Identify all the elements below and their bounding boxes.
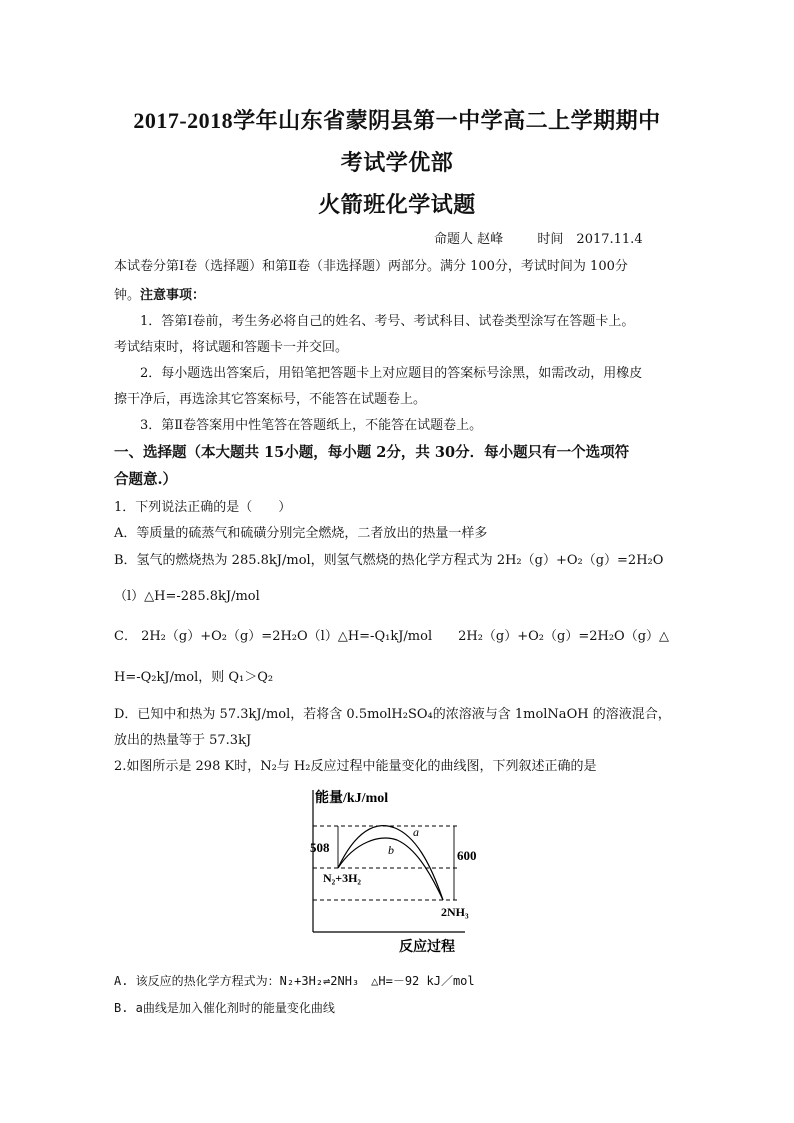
section1-heading-line1: 一、选择题（本大题共 15小题，每小题 2分，共 30分．每小题只有一个选项符 — [114, 444, 630, 461]
left-energy-value: 508 — [310, 840, 330, 855]
note1-line1: 1．答第Ⅰ卷前，考生务必将自己的姓名、考号、考试科目、试卷类型涂写在答题卡上。 — [140, 314, 635, 329]
diagram-ylabel: 能量/kJ/mol — [315, 791, 389, 806]
q2-option-b: B. a曲线是加入催化剂时的能量变化曲线 — [114, 1001, 335, 1015]
note3: 3．第Ⅱ卷答案用中性笔答在答题纸上，不能答在试题卷上。 — [140, 418, 483, 433]
q1-option-d-line2: 放出的热量等于 57.3kJ — [114, 733, 252, 748]
author-line — [434, 228, 643, 247]
q1-option-d-line1: D．已知中和热为 57.3kJ/mol，若将含 0.5molH₂SO₄的浓溶液与含 1molNaOH 的溶液混合， — [114, 707, 671, 722]
curve-a-label: a — [413, 825, 419, 839]
diagram-xlabel: 反应过程 — [399, 940, 455, 955]
intro-line1: 本试卷分第Ⅰ卷（选择题）和第Ⅱ卷（非选择题）两部分。满分 100分，考试时间为 100分 — [114, 259, 628, 274]
note2-line1: 2．每小题选出答案后，用铅笔把答题卡上对应题目的答案标号涂黑，如需改动，用橡皮 — [140, 366, 643, 381]
exam-title-line1: 2017-2018学年山东省蒙阴县第一中学高二上学期期中 — [133, 108, 661, 133]
exam-time: 时间 2017.11.4 — [537, 232, 643, 247]
intro-line2 — [114, 284, 205, 303]
note2-line2: 擦干净后，再选涂其它答案标号，不能答在试题卷上。 — [114, 392, 427, 407]
q1-option-c-line2: H=-Q₂kJ/mol，则 Q₁＞Q₂ — [114, 670, 274, 685]
intro-tail: 钟。 — [114, 288, 141, 303]
author: 命题人 赵峰 — [434, 232, 504, 247]
product-label: 2NH₃ — [441, 905, 469, 919]
curve-b-label: b — [388, 843, 394, 857]
exam-title-line3: 火箭班化学试题 — [318, 192, 476, 217]
curve-a — [338, 826, 443, 900]
notes-heading: 注意事项： — [140, 288, 206, 303]
q1-option-b-line2: （l）△H=-285.8kJ/mol — [114, 589, 260, 604]
q1-stem: 1．下列说法正确的是（ ） — [114, 500, 292, 515]
q2-stem: 2.如图所示是 298 K时，N₂与 H₂反应过程中能量变化的曲线图，下列叙述正确的是 — [114, 759, 597, 774]
energy-diagram — [295, 782, 495, 960]
right-energy-value: 600 — [457, 848, 477, 863]
section1-heading-line2: 合题意.） — [114, 471, 178, 488]
q2-option-a: A. 该反应的热化学方程式为：N₂+3H₂⇌2NH₃ △H=－92 kJ／mol — [114, 974, 475, 988]
reactants-label: N₂+3H₂ — [323, 871, 362, 885]
q1-option-a: A．等质量的硫蒸气和硫磺分别完全燃烧，二者放出的热量一样多 — [114, 526, 488, 541]
note1-line2: 考试结束时，将试题和答题卡一并交回。 — [114, 340, 349, 355]
q1-option-b-line1: B．氢气的燃烧热为 285.8kJ/mol，则氢气燃烧的热化学方程式为 2H₂（g）+O₂（g）=2H₂O — [114, 553, 664, 568]
q1-option-c-line1: C． 2H₂（g）+O₂（g）=2H₂O（l）△H=-Q₁kJ/mol 2H₂（g）+O₂（g）=2H₂O（g）△ — [114, 629, 670, 644]
exam-title-line2: 考试学优部 — [340, 150, 454, 175]
